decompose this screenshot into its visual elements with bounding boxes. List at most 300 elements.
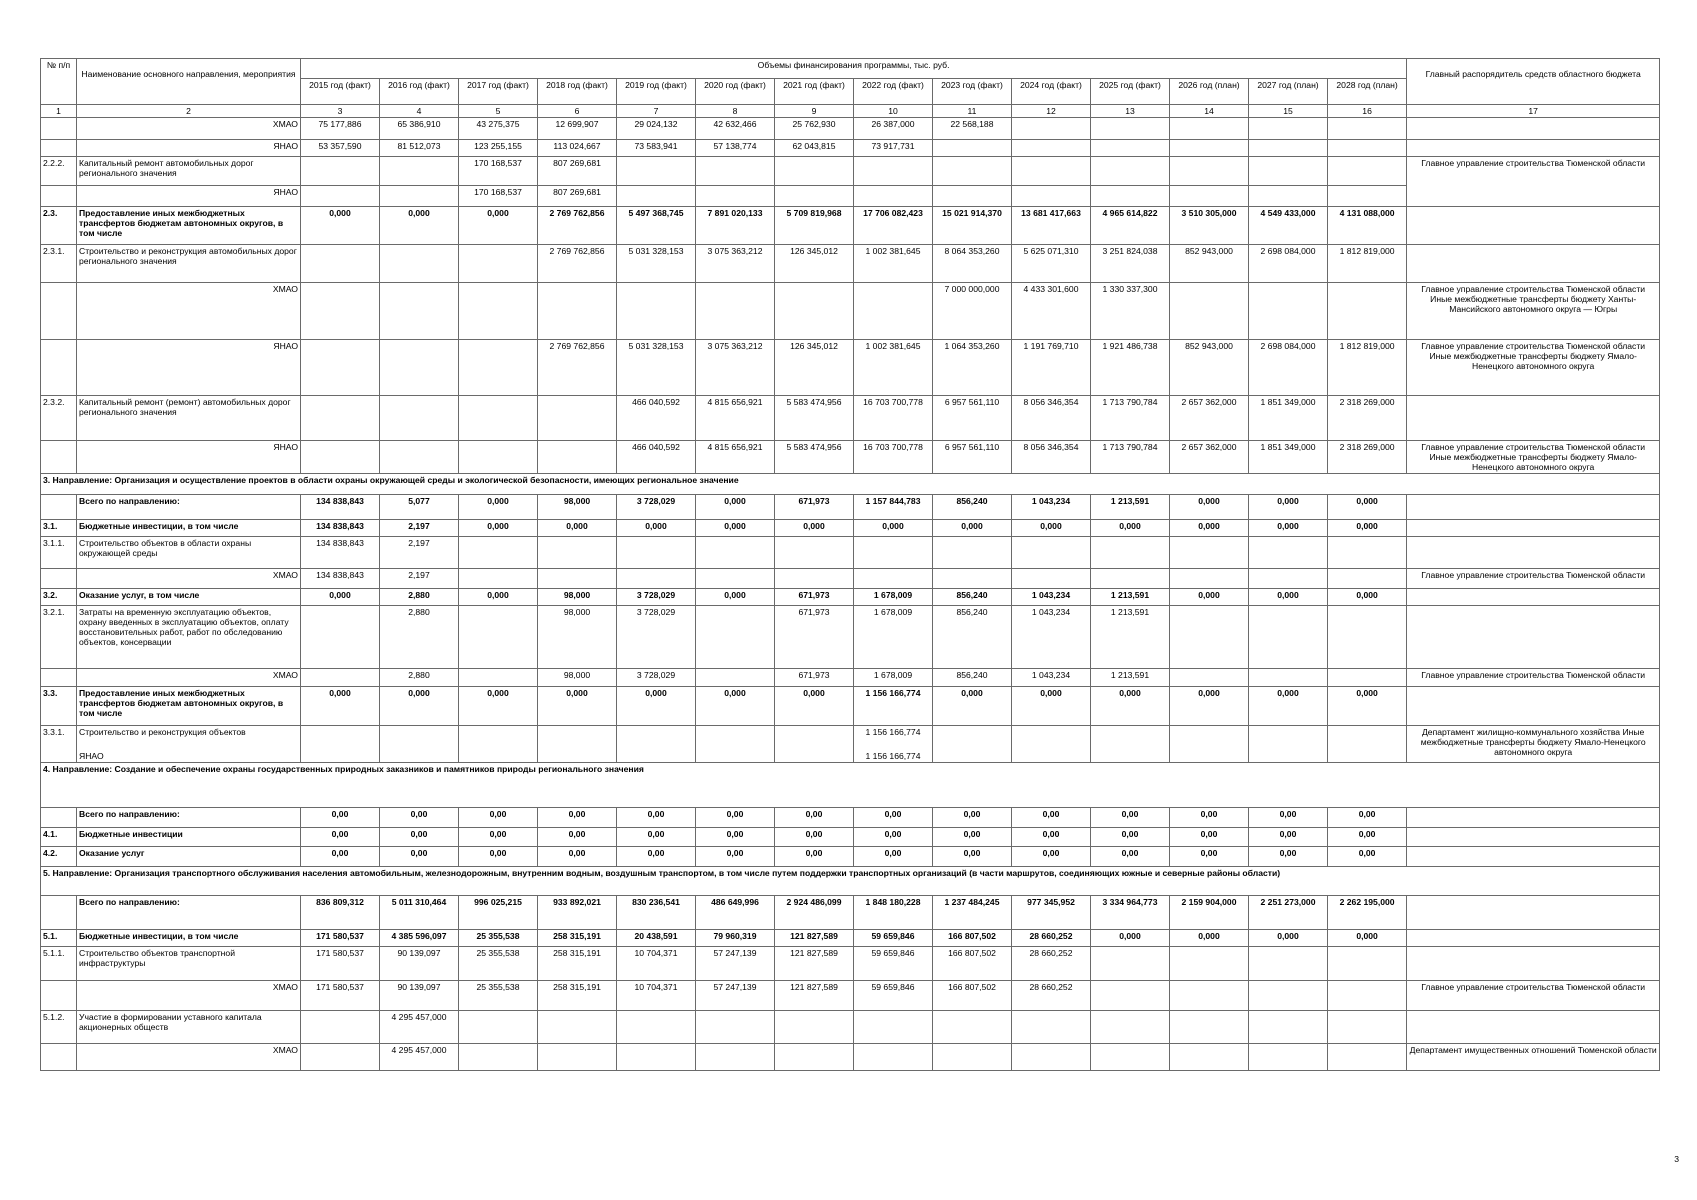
value-cell: 671,973	[775, 669, 854, 687]
manager-cell: Главное управление строительства Тюменской области	[1407, 569, 1660, 589]
value-cell: 0,000	[1328, 687, 1407, 726]
value-cell: 0,00	[854, 808, 933, 828]
value-cell: 166 807,502	[933, 930, 1012, 947]
manager-cell	[1407, 687, 1660, 726]
value-cell	[775, 537, 854, 569]
value-cell	[1170, 726, 1249, 763]
value-cell: 0,00	[1328, 828, 1407, 847]
value-cell: 25 355,538	[459, 981, 538, 1011]
value-cell: 977 345,952	[1012, 896, 1091, 930]
value-cell	[1170, 569, 1249, 589]
value-cell: 134 838,843	[301, 520, 380, 537]
row-no-cell	[41, 896, 77, 930]
value-cell: 1 002 381,645	[854, 245, 933, 283]
table-body	[41, 59, 1660, 1071]
row-no-cell	[41, 1044, 77, 1071]
value-cell: 0,000	[617, 687, 696, 726]
row-name-cell	[77, 157, 301, 186]
value-cell: 73 583,941	[617, 140, 696, 157]
table-row	[41, 520, 1660, 537]
table-row	[41, 981, 1660, 1011]
manager-cell: Департамент жилищно-коммунального хозяйства Иные межбюджетные трансферты бюджету Ямало-Ненецкого автономного округа	[1407, 726, 1660, 763]
value-cell	[933, 157, 1012, 186]
header-year: 2028 год (план)	[1328, 79, 1407, 105]
value-cell	[301, 157, 380, 186]
value-cell	[1012, 569, 1091, 589]
value-cell: 0,00	[538, 828, 617, 847]
region-label: ЯНАО	[77, 186, 301, 207]
value-cell	[1328, 726, 1407, 763]
manager-cell	[1407, 808, 1660, 828]
value-cell: 1 043,234	[1012, 606, 1091, 669]
value-cell: 0,000	[696, 520, 775, 537]
value-cell: 121 827,589	[775, 930, 854, 947]
header-year: 2025 год (факт)	[1091, 79, 1170, 105]
table-row	[41, 828, 1660, 847]
value-cell: 1 157 844,783	[854, 495, 933, 520]
value-cell	[1012, 186, 1091, 207]
value-cell: 0,000	[1091, 930, 1170, 947]
value-cell	[1091, 981, 1170, 1011]
table-row	[41, 396, 1660, 441]
value-cell	[696, 1044, 775, 1071]
value-cell	[459, 569, 538, 589]
header-year: 2026 год (план)	[1170, 79, 1249, 105]
value-cell: 13 681 417,663	[1012, 207, 1091, 245]
value-cell: 5 583 474,956	[775, 396, 854, 441]
value-cell: 2 159 904,000	[1170, 896, 1249, 930]
value-cell: 0,000	[1328, 520, 1407, 537]
column-number: 14	[1170, 105, 1249, 118]
row-name-cell	[77, 930, 301, 947]
column-number: 8	[696, 105, 775, 118]
value-cell	[854, 157, 933, 186]
region-label: ЯНАО	[77, 441, 301, 474]
value-cell: 7 000 000,000	[933, 283, 1012, 340]
header-year: 2023 год (факт)	[933, 79, 1012, 105]
value-cell: 25 355,538	[459, 947, 538, 981]
row-number: 4.2.	[41, 847, 77, 867]
value-cell	[1091, 140, 1170, 157]
row-name: Участие в формировании уставного капитала акционерных обществ	[79, 1012, 262, 1032]
value-cell	[301, 726, 380, 763]
value-cell	[538, 396, 617, 441]
value-cell: 0,000	[459, 687, 538, 726]
value-cell: 2 657 362,000	[1170, 441, 1249, 474]
value-cell	[617, 283, 696, 340]
value-cell	[1249, 283, 1328, 340]
value-cell: 4 295 457,000	[380, 1044, 459, 1071]
value-cell: 0,00	[459, 847, 538, 867]
value-cell: 1 213,591	[1091, 495, 1170, 520]
value-cell	[1170, 947, 1249, 981]
value-cell: 26 387,000	[854, 118, 933, 140]
row-name: Бюджетные инвестиции, в том числе	[79, 521, 239, 531]
table-row	[41, 118, 1660, 140]
value-cell: 0,00	[775, 808, 854, 828]
row-no-cell	[41, 808, 77, 828]
value-cell: 0,000	[1170, 495, 1249, 520]
value-cell: 0,000	[459, 589, 538, 606]
region-label: ХМАО	[77, 981, 301, 1011]
row-total-label: Всего по направлению:	[77, 808, 301, 828]
manager-cell	[1407, 589, 1660, 606]
value-cell	[459, 283, 538, 340]
value-cell	[1170, 537, 1249, 569]
header-year: 2022 год (факт)	[854, 79, 933, 105]
value-cell	[1170, 140, 1249, 157]
row-number: 5.1.	[41, 930, 77, 947]
value-cell: 2 769 762,856	[538, 340, 617, 396]
value-cell: 856,240	[933, 495, 1012, 520]
value-cell	[1170, 606, 1249, 669]
value-cell: 0,000	[459, 207, 538, 245]
row-name: Капитальный ремонт (ремонт) автомобильных дорог регионального значения	[79, 397, 291, 417]
value-cell: 1 156 166,774	[854, 687, 933, 726]
row-number: 3.3.1.	[41, 726, 77, 763]
value-cell	[933, 140, 1012, 157]
value-cell: 0,000	[301, 589, 380, 606]
value-cell	[1170, 118, 1249, 140]
value-cell: 0,00	[301, 847, 380, 867]
value-cell: 2 698 084,000	[1249, 245, 1328, 283]
header-year: 2021 год (факт)	[775, 79, 854, 105]
value-cell: 7 891 020,133	[696, 207, 775, 245]
value-cell	[1091, 537, 1170, 569]
value-cell: 57 247,139	[696, 947, 775, 981]
value-cell: 0,00	[933, 808, 1012, 828]
value-cell: 90 139,097	[380, 981, 459, 1011]
table-row	[41, 207, 1660, 245]
value-cell: 0,000	[1170, 930, 1249, 947]
value-cell	[538, 537, 617, 569]
region-label: ЯНАО	[79, 751, 104, 761]
value-cell: 0,00	[933, 847, 1012, 867]
header-year: 2024 год (факт)	[1012, 79, 1091, 105]
value-cell	[1012, 157, 1091, 186]
value-cell: 22 568,188	[933, 118, 1012, 140]
value-cell	[617, 186, 696, 207]
value-cell: 171 580,537	[301, 981, 380, 1011]
value-cell: 0,000	[301, 207, 380, 245]
value-cell: 16 703 700,778	[854, 441, 933, 474]
value-cell: 5 031 328,153	[617, 340, 696, 396]
value-cell	[854, 537, 933, 569]
manager-cell	[1407, 847, 1660, 867]
value-cell	[1091, 1011, 1170, 1044]
value-cell: 0,00	[1170, 808, 1249, 828]
value-cell: 57 247,139	[696, 981, 775, 1011]
value-cell	[459, 606, 538, 669]
value-cell: 59 659,846	[854, 947, 933, 981]
value-cell: 5 625 071,310	[1012, 245, 1091, 283]
table-row	[41, 474, 1660, 495]
header-row-colnums	[41, 105, 1660, 118]
value-cell	[617, 569, 696, 589]
value-cell	[459, 537, 538, 569]
value-cell: 5,077	[380, 495, 459, 520]
value-cell	[1091, 186, 1170, 207]
row-name: Бюджетные инвестиции	[79, 829, 183, 839]
manager-cell: Главное управление строительства Тюменской области	[1407, 157, 1660, 207]
value-cell: 4 131 088,000	[1328, 207, 1407, 245]
table-row	[41, 930, 1660, 947]
value-cell	[1249, 606, 1328, 669]
table-row	[41, 808, 1660, 828]
value-cell	[696, 606, 775, 669]
value-cell	[696, 669, 775, 687]
row-no-cell	[41, 283, 77, 340]
table-row	[41, 157, 1660, 186]
table-row	[41, 763, 1660, 808]
value-cell: 0,000	[1249, 589, 1328, 606]
value-cell	[1012, 140, 1091, 157]
value-cell	[775, 283, 854, 340]
value-cell: 3 728,029	[617, 589, 696, 606]
row-name-cell	[77, 520, 301, 537]
value-cell: 59 659,846	[854, 981, 933, 1011]
value-cell	[538, 1011, 617, 1044]
value-cell	[1091, 157, 1170, 186]
value-cell	[1328, 981, 1407, 1011]
value-cell	[538, 726, 617, 763]
value-cell: 1 191 769,710	[1012, 340, 1091, 396]
value-cell: 836 809,312	[301, 896, 380, 930]
column-number: 6	[538, 105, 617, 118]
value-cell	[933, 1011, 1012, 1044]
region-label: ХМАО	[77, 669, 301, 687]
row-name-cell	[77, 947, 301, 981]
value-cell	[1012, 1044, 1091, 1071]
value-cell: 98,000	[538, 606, 617, 669]
value-cell	[1091, 726, 1170, 763]
value-cell: 0,000	[696, 495, 775, 520]
value-cell: 10 704,371	[617, 947, 696, 981]
value-cell: 1 064 353,260	[933, 340, 1012, 396]
row-name-cell	[77, 726, 301, 763]
value-cell: 6 957 561,110	[933, 396, 1012, 441]
value-cell: 3 334 964,773	[1091, 896, 1170, 930]
value-cell	[459, 726, 538, 763]
value-cell: 4 815 656,921	[696, 396, 775, 441]
value-cell: 20 438,591	[617, 930, 696, 947]
value-cell: 3 251 824,038	[1091, 245, 1170, 283]
row-number: 3.2.1.	[41, 606, 77, 669]
column-number: 16	[1328, 105, 1407, 118]
value-cell: 0,00	[617, 808, 696, 828]
region-label: ХМАО	[77, 118, 301, 140]
value-cell: 6 957 561,110	[933, 441, 1012, 474]
value-cell: 2 657 362,000	[1170, 396, 1249, 441]
column-number: 10	[854, 105, 933, 118]
value-cell: 466 040,592	[617, 396, 696, 441]
value-cell: 0,000	[775, 520, 854, 537]
value-cell: 3 510 305,000	[1170, 207, 1249, 245]
header-year: 2018 год (факт)	[538, 79, 617, 105]
value-cell	[1091, 569, 1170, 589]
value-cell	[459, 396, 538, 441]
value-cell: 671,973	[775, 589, 854, 606]
value-cell	[538, 441, 617, 474]
value-cell: 856,240	[933, 589, 1012, 606]
value-cell	[380, 283, 459, 340]
value-cell: 28 660,252	[1012, 930, 1091, 947]
table-row	[41, 589, 1660, 606]
value-cell	[1328, 283, 1407, 340]
value-cell: 1 237 484,245	[933, 896, 1012, 930]
value-cell: 0,000	[1328, 930, 1407, 947]
value-cell: 98,000	[538, 589, 617, 606]
value-cell	[854, 186, 933, 207]
value-cell: 2 924 486,099	[775, 896, 854, 930]
manager-cell	[1407, 396, 1660, 441]
value-cell	[301, 186, 380, 207]
row-name: Строительство объектов в области охраны окружающей среды	[79, 538, 252, 558]
value-cell: 28 660,252	[1012, 947, 1091, 981]
header-row-1	[41, 59, 1660, 79]
value-cell	[1328, 947, 1407, 981]
value-cell	[1328, 157, 1407, 186]
value-cell: 8 056 346,354	[1012, 441, 1091, 474]
value-cell: 0,000	[301, 687, 380, 726]
value-cell: 0,00	[301, 808, 380, 828]
value-cell: 0,00	[775, 828, 854, 847]
value-cell: 90 139,097	[380, 947, 459, 981]
row-name: Бюджетные инвестиции, в том числе	[79, 931, 239, 941]
value-cell: 0,00	[696, 828, 775, 847]
table-row	[41, 1044, 1660, 1071]
value-cell	[459, 245, 538, 283]
value-cell	[301, 669, 380, 687]
header-no: № п/п	[41, 59, 77, 105]
value-cell	[1091, 1044, 1170, 1071]
value-cell: 81 512,073	[380, 140, 459, 157]
value-cell: 830 236,541	[617, 896, 696, 930]
value-cell: 0,00	[1091, 847, 1170, 867]
value-cell: 0,00	[1091, 828, 1170, 847]
column-number: 13	[1091, 105, 1170, 118]
value-cell: 98,000	[538, 495, 617, 520]
value-cell	[1328, 186, 1407, 207]
value-cell: 1 156 166,774 1 156 166,774	[854, 726, 933, 763]
value-cell: 4 965 614,822	[1091, 207, 1170, 245]
table-row	[41, 245, 1660, 283]
row-number: 4.1.	[41, 828, 77, 847]
value-cell: 0,00	[854, 847, 933, 867]
value-cell: 65 386,910	[380, 118, 459, 140]
value-cell	[1170, 157, 1249, 186]
value-cell	[617, 537, 696, 569]
value-cell: 0,000	[538, 520, 617, 537]
column-number: 1	[41, 105, 77, 118]
value-cell	[617, 726, 696, 763]
value-cell	[301, 396, 380, 441]
value-cell: 171 580,537	[301, 947, 380, 981]
value-cell: 2 769 762,856	[538, 207, 617, 245]
value-cell: 10 704,371	[617, 981, 696, 1011]
region-label: ЯНАО	[77, 140, 301, 157]
value-cell	[1328, 1011, 1407, 1044]
value-cell: 59 659,846	[854, 930, 933, 947]
value-cell: 0,000	[380, 687, 459, 726]
value-cell: 1 678,009	[854, 669, 933, 687]
value-cell: 856,240	[933, 669, 1012, 687]
value-cell: 1 713 790,784	[1091, 396, 1170, 441]
value-cell: 2 251 273,000	[1249, 896, 1328, 930]
value-cell: 0,000	[854, 520, 933, 537]
value-cell	[1249, 569, 1328, 589]
value-cell: 1 156 166,774	[865, 751, 921, 761]
page-number: 3	[1674, 1154, 1679, 1164]
value-cell	[696, 157, 775, 186]
value-cell: 0,00	[696, 847, 775, 867]
value-cell	[301, 606, 380, 669]
value-cell: 0,00	[1170, 828, 1249, 847]
value-cell	[775, 157, 854, 186]
value-cell: 166 807,502	[933, 947, 1012, 981]
value-cell	[380, 340, 459, 396]
value-cell	[696, 283, 775, 340]
row-name: Капитальный ремонт автомобильных дорог регионального значения	[79, 158, 254, 178]
value-cell: 73 917,731	[854, 140, 933, 157]
value-cell	[1170, 283, 1249, 340]
value-cell: 0,00	[1249, 828, 1328, 847]
value-cell	[696, 186, 775, 207]
value-cell: 25 355,538	[459, 930, 538, 947]
value-cell: 0,000	[1170, 520, 1249, 537]
value-cell	[1249, 726, 1328, 763]
value-cell: 0,000	[1170, 589, 1249, 606]
value-cell: 113 024,667	[538, 140, 617, 157]
value-cell: 0,000	[1249, 687, 1328, 726]
value-cell: 3 728,029	[617, 669, 696, 687]
value-cell: 1 043,234	[1012, 669, 1091, 687]
value-cell: 2,880	[380, 669, 459, 687]
value-cell: 1 678,009	[854, 606, 933, 669]
manager-cell	[1407, 118, 1660, 140]
column-number: 3	[301, 105, 380, 118]
value-cell: 2 698 084,000	[1249, 340, 1328, 396]
value-cell: 75 177,886	[301, 118, 380, 140]
column-number: 5	[459, 105, 538, 118]
row-number: 2.3.1.	[41, 245, 77, 283]
manager-cell	[1407, 930, 1660, 947]
document-page	[40, 58, 1659, 1071]
value-cell	[301, 245, 380, 283]
value-cell: 1 678,009	[854, 589, 933, 606]
value-cell: 0,00	[617, 847, 696, 867]
value-cell: 2,197	[380, 569, 459, 589]
row-name: Затраты на временную эксплуатацию объектов, охрану введенных в эксплуатацию объектов, оплату восстановительных работ, работ по обследованию объектов, консервации	[79, 607, 289, 647]
header-funding: Объемы финансирования программы, тыс. руб.	[301, 59, 1407, 79]
value-cell	[933, 569, 1012, 589]
value-cell	[933, 537, 1012, 569]
value-cell	[1249, 981, 1328, 1011]
value-cell: 0,00	[933, 828, 1012, 847]
manager-cell	[1407, 896, 1660, 930]
row-name-cell	[77, 847, 301, 867]
value-cell: 0,000	[1012, 520, 1091, 537]
table-row	[41, 140, 1660, 157]
value-cell	[380, 186, 459, 207]
value-cell: 1 330 337,300	[1091, 283, 1170, 340]
value-cell: 1 002 381,645	[854, 340, 933, 396]
value-cell: 123 255,155	[459, 140, 538, 157]
column-number: 4	[380, 105, 459, 118]
manager-cell: Главное управление строительства Тюменской области	[1407, 981, 1660, 1011]
table-row	[41, 726, 1660, 763]
value-cell: 996 025,215	[459, 896, 538, 930]
